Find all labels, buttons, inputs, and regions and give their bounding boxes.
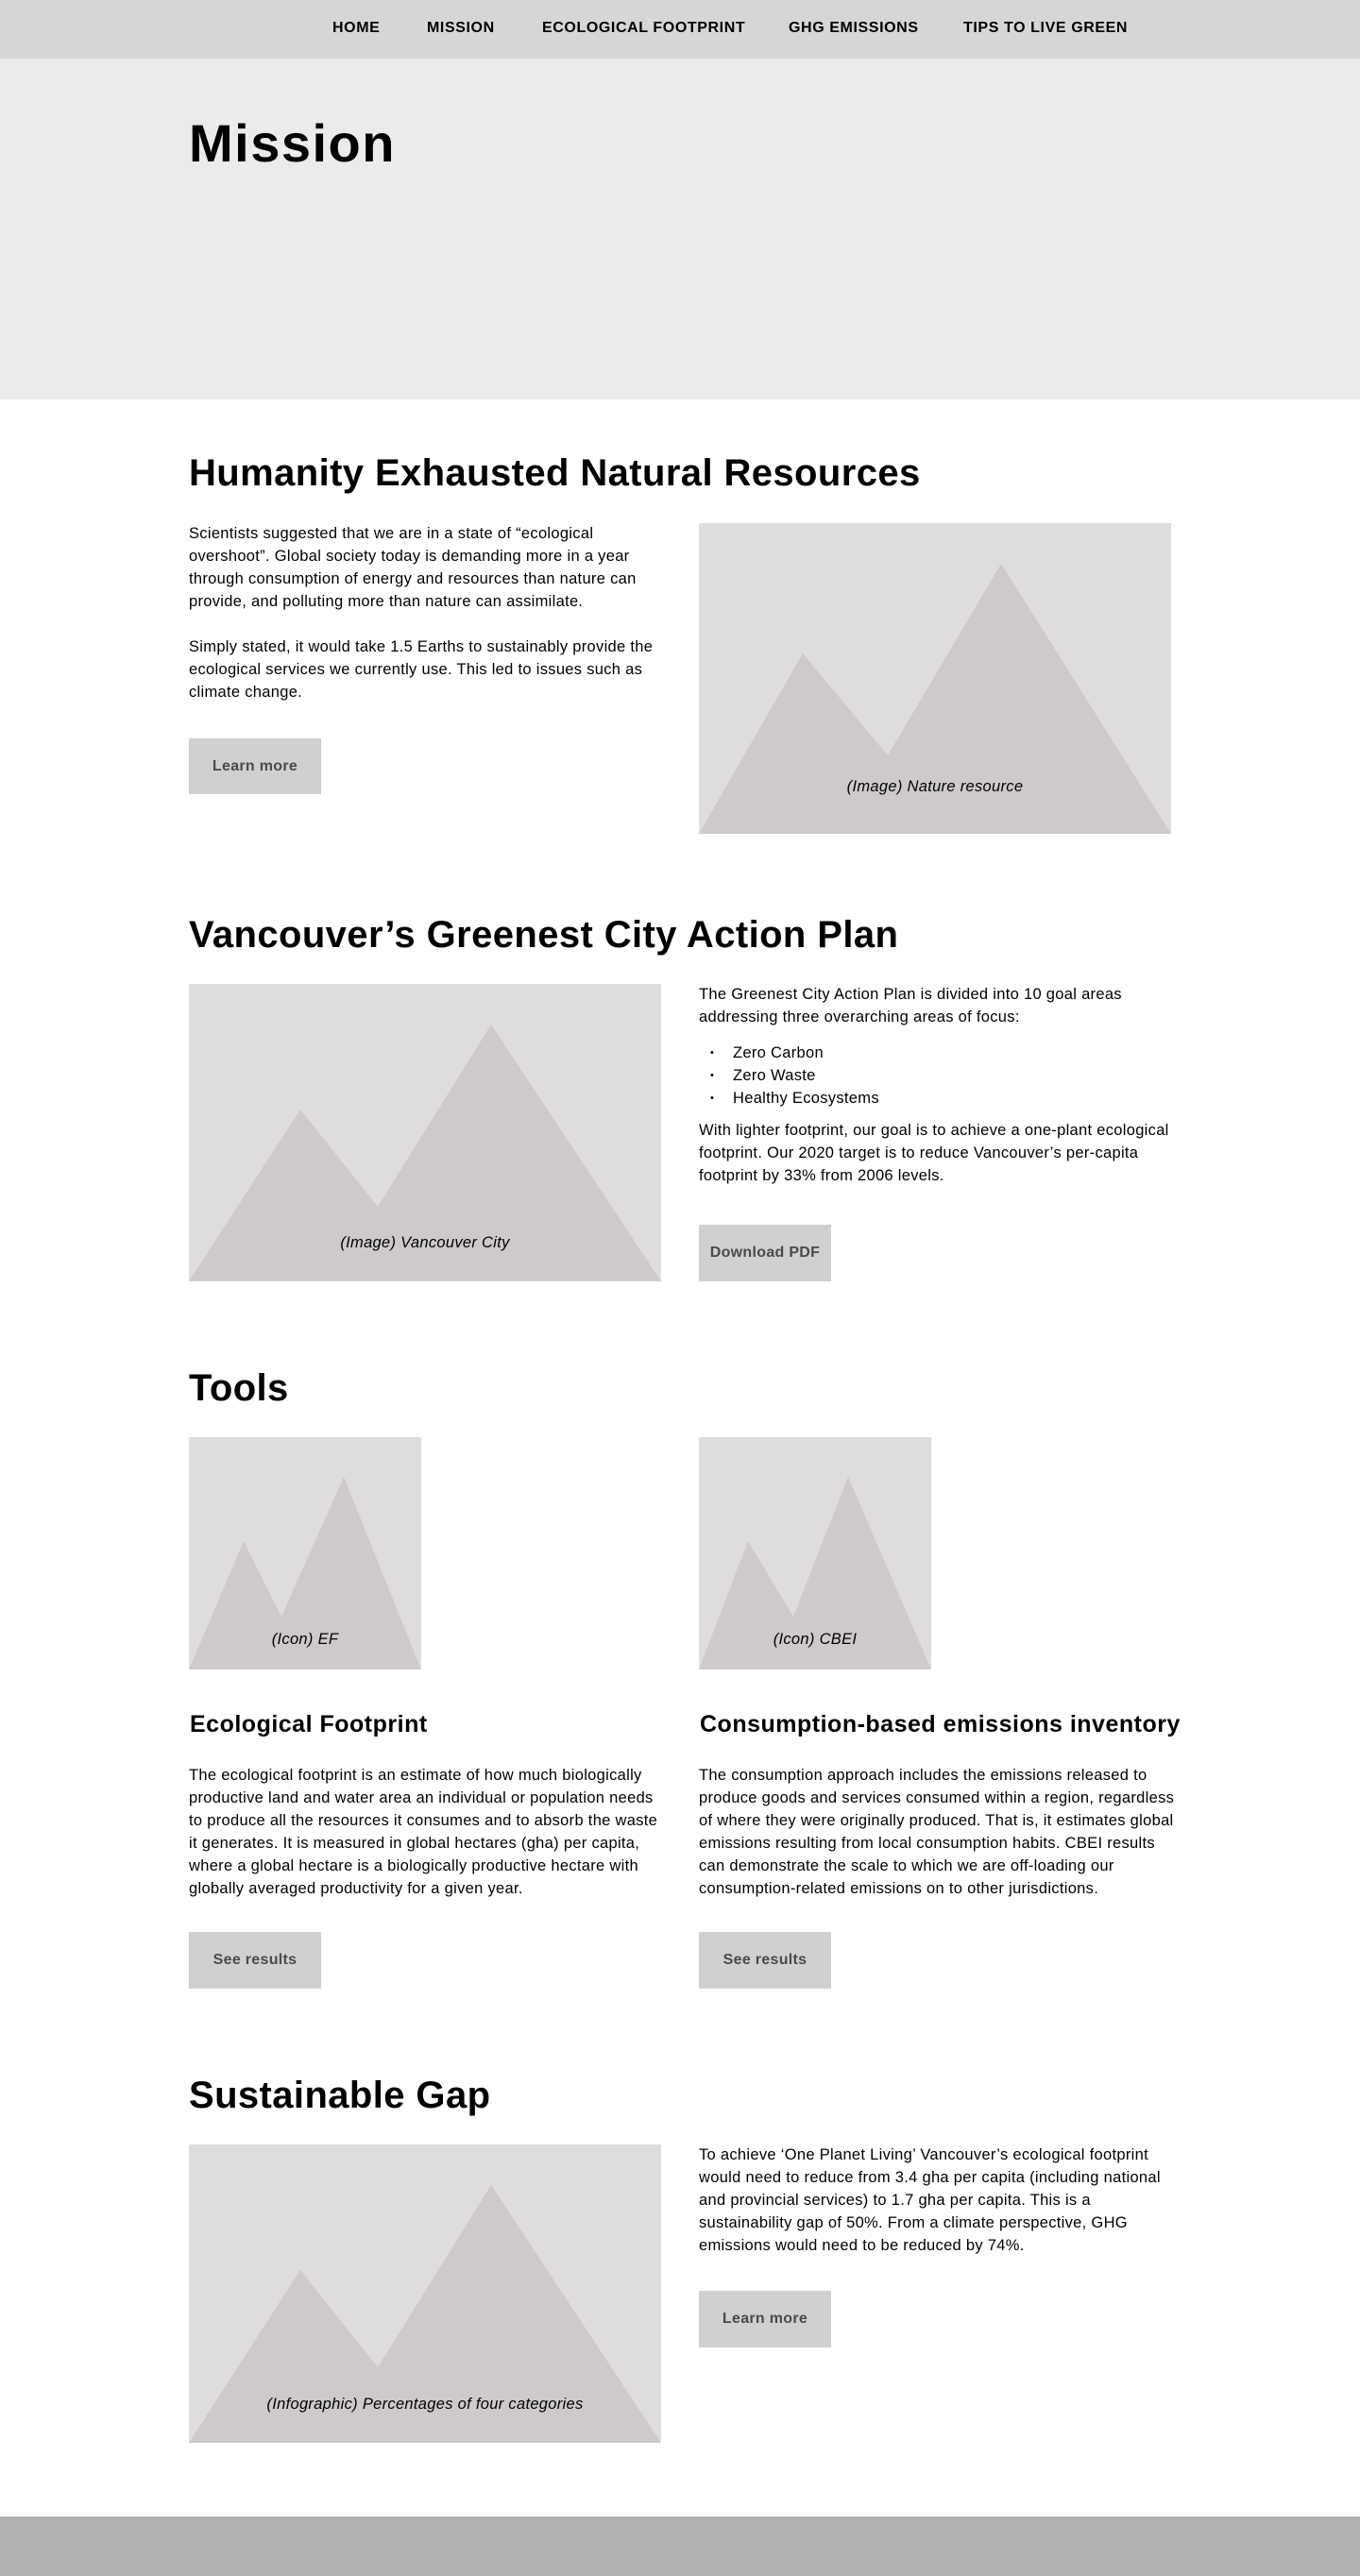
section-title-sustainable-gap: Sustainable Gap (189, 2075, 491, 2116)
top-navigation (0, 0, 1360, 59)
nature-resource-image (699, 523, 1171, 834)
learn-more-button[interactable]: Learn more (189, 738, 321, 794)
cbei-text: The consumption approach includes the emissions released to produce goods and services consumed within a region, regardless of where they were originally produced. That is, it estimates global emissions resulting from local consumption habits. CBEI results can demonstrate the scale to which we are off-loading our consumption-related emissions on to other jurisdictions. (699, 1767, 1175, 1897)
action-plan-target: With lighter footprint, our goal is to achieve a one-plant ecological footprint. Our 2020 target is to reduce Vancouver’s per-capita footprint by 33% from 2006 levels. (699, 1122, 1169, 1184)
list-item: • Healthy Ecosystems (699, 1087, 1171, 1110)
nav-home[interactable]: HOME (332, 20, 381, 36)
section-title-tools: Tools (189, 1367, 289, 1409)
see-results-cbei-button[interactable]: See results (699, 1932, 831, 1989)
ef-icon-placeholder (189, 1437, 421, 1669)
natural-resources-paragraph-1: Scientists suggested that we are in a state of “ecological overshoot”. Global society today is demanding more in a year through consumption of energy and resources than nature can provide, and polluting more than nature can assimilate. (189, 525, 637, 610)
see-results-ef-button[interactable]: See results (189, 1932, 321, 1989)
image-caption: (Infographic) Percentages of four categories (266, 2396, 584, 2413)
nav-ghg-emissions[interactable]: GHG EMISSIONS (789, 20, 919, 36)
nav-ecological-footprint[interactable]: ECOLOGICAL FOOTPRINT (542, 20, 746, 36)
focus-areas-list (699, 1042, 1171, 1110)
section-title-greenest-city: Vancouver’s Greenest City Action Plan (189, 914, 899, 956)
ecological-footprint-heading: Ecological Footprint (190, 1711, 428, 1737)
nav-mission[interactable]: MISSION (427, 20, 495, 36)
page-title: Mission (189, 113, 396, 173)
ecological-footprint-text: The ecological footprint is an estimate of how much biologically productive land and water area an individual or population needs to produce all the resources it consumes and to absorb the waste it generates. It is measured in global hectares (gha) per capita, where a global hectare is a biologically productive hectare with globally averaged productivity for a given year. (189, 1767, 658, 1897)
footer (0, 2517, 1360, 2576)
image-caption: (Image) Vancouver City (340, 1234, 510, 1251)
image-caption: (Icon) CBEI (773, 1631, 858, 1648)
list-item: • Zero Carbon (699, 1042, 1171, 1064)
image-caption: (Icon) EF (271, 1631, 339, 1648)
cbei-heading: Consumption-based emissions inventory (700, 1711, 1181, 1737)
hero-banner (0, 59, 1360, 399)
infographic-placeholder (189, 2144, 661, 2443)
action-plan-intro: The Greenest City Action Plan is divided into 10 goal areas addressing three overarching areas of focus: (699, 986, 1122, 1025)
image-caption: (Image) Nature resource (846, 778, 1024, 795)
learn-more-gap-button[interactable]: Learn more (699, 2291, 831, 2347)
natural-resources-paragraph-2: Simply stated, it would take 1.5 Earths to sustainably provide the ecological services we currently use. This led to issues such as climate change. (189, 638, 654, 701)
cbei-icon-placeholder (699, 1437, 931, 1669)
vancouver-city-image (189, 984, 661, 1281)
sustainable-gap-text: To achieve ‘One Planet Living’ Vancouver’s ecological footprint would need to reduce from 3.4 gha per capita (including national and provincial services) to 1.7 gha per capita. This is a sustainability gap of 50%. From a climate perspective, GHG emissions would need to be reduced by 74%. (699, 2146, 1161, 2254)
section-title-natural-resources: Humanity Exhausted Natural Resources (189, 452, 921, 494)
nav-tips-to-live-green[interactable]: TIPS TO LIVE GREEN (963, 20, 1129, 36)
list-item: • Zero Waste (699, 1064, 1171, 1087)
download-pdf-button[interactable]: Download PDF (699, 1225, 831, 1281)
